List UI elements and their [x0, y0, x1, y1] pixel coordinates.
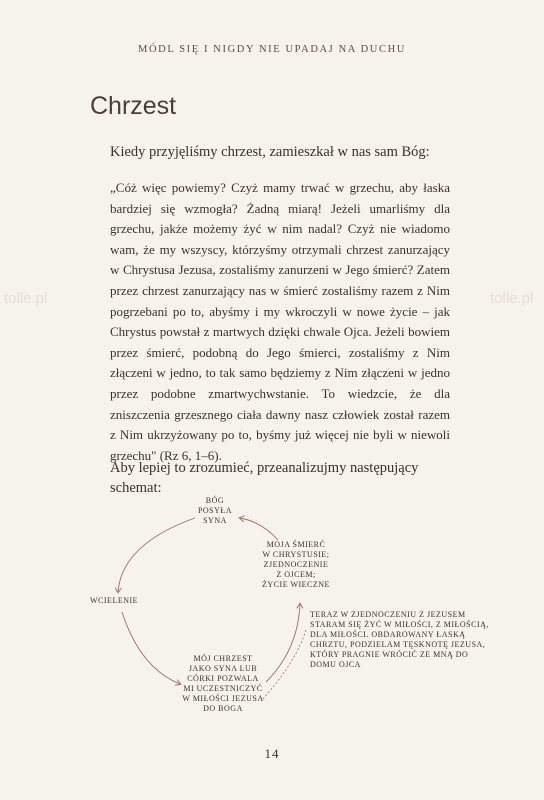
node-my-death-in-christ — [246, 540, 346, 590]
node-bottom-line: MÓJ CHRZEST — [193, 654, 253, 663]
node-top-line: SYNA — [203, 516, 227, 525]
node-bottom-line: CÓRKI POZWALA — [187, 674, 259, 683]
side-note — [310, 610, 520, 670]
watermark-right: tolle.pl — [490, 290, 534, 307]
node-right-line: MOJA ŚMIERĆ — [266, 540, 326, 549]
node-bottom-line: MI UCZESTNICZYĆ — [183, 684, 263, 693]
arc-top-to-left — [118, 518, 195, 592]
watermark-left: tolle.pl — [4, 290, 48, 307]
side-note-line-text: STARAM SIĘ ŻYĆ W MIŁOŚCI, Z MIŁOŚCIĄ, — [310, 620, 489, 629]
side-note-line-text: CHRZTU, PODZIELAM TĘSKNOTĘ JEZUSA, — [310, 640, 486, 649]
node-right-line: ZJEDNOCZENIE — [263, 560, 329, 569]
node-top-line: BÓG — [205, 496, 225, 505]
node-bottom-line: JAKO SYNA LUB — [188, 664, 258, 673]
running-head: MÓDL SIĘ I NIGDY NIE UPADAJ NA DUCHU — [138, 44, 406, 55]
side-note-line-text: DLA MIŁOŚCI. OBDAROWANY ŁASKĄ — [310, 630, 466, 639]
node-top-line: POSYŁA — [197, 506, 233, 515]
node-right-line: Z OJCEM; — [276, 570, 316, 579]
page-number: 14 — [264, 746, 280, 761]
intro-paragraph: Kiedy przyjęliśmy chrzest, zamieszkał w nas sam Bóg: — [110, 144, 430, 160]
node-left-line: WCIELENIE — [90, 596, 139, 605]
side-note-line-text: DOMU OJCA — [310, 660, 361, 669]
side-note-line-text: KTÓRY PRAGNIE WRÓCIĆ ZE MNĄ DO — [310, 650, 469, 659]
lead-in-paragraph: Aby lepiej to zrozumieć, przeanalizujmy następujący schemat: — [110, 460, 419, 496]
node-right-line: W CHRYSTUSIE; — [262, 550, 330, 559]
node-god-sends-son — [190, 496, 240, 526]
node-bottom-line: DO BOGA — [203, 704, 243, 713]
node-incarnation — [90, 596, 170, 606]
baptism-diagram — [0, 486, 544, 726]
scripture-quote: „Cóż więc powiemy? Czyż mamy trwać w grzechu, aby łaska bardziej się wzmogła? Żadną miarą! Jeżeli umarliśmy dla grzechu, jakże możemy żyć w nim nadal? Czyż nie wiadomo wam, że my wszyscy, którzyśmy otrzymali chrzest zanurzający w Chrystusa Jezusa, zostaliśmy zanurzeni w Jego śmierć? Zatem przez chrzest zanurzający nas w śmierć zostaliśmy razem z Nim pogrzebani po to, abyśmy i my wkroczyli w nowe życie – jak Chrystus powstał z martwych dzięki chwale Ojca. Jeżeli bowiem przez śmierć, podobną do Jego śmierci, zostaliśmy z Nim złączeni w jedno, to tak samo będziemy z Nim złączeni w jedno przez podobne zmartwychwstanie. To wiedzcie, że dla zniszczenia grzesznego ciała dawny nasz człowiek został razem z Nim ukrzyżowany po to, byśmy już więcej nie byli w niewoli grzechu" (Rz 6, 1–6). — [110, 180, 450, 463]
chapter-title: Chrzest — [90, 92, 177, 120]
node-bottom-line: W MIŁOŚCI JEZUSA — [182, 694, 264, 703]
side-note-line-text: TERAZ W ZJEDNOCZENIU Z JEZUSEM — [310, 610, 466, 619]
node-right-line: ŻYCIE WIECZNE — [262, 580, 330, 589]
node-my-baptism — [168, 654, 278, 714]
arc-right-to-top — [240, 518, 278, 540]
